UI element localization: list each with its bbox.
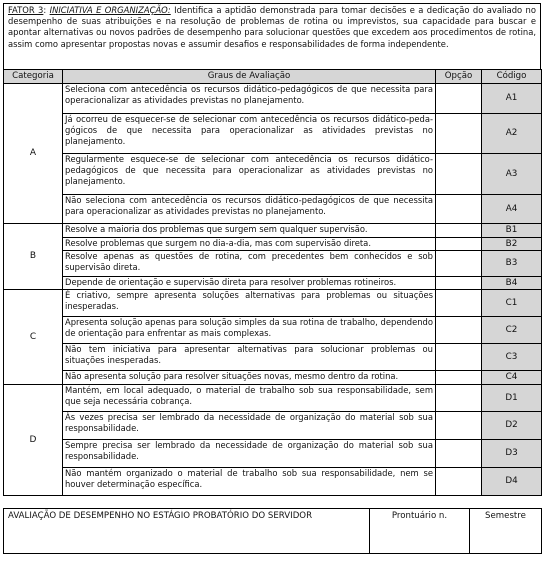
code-cell: C2: [482, 317, 542, 344]
code-cell: C1: [482, 290, 542, 317]
fator-label: FATOR 3: [8, 5, 44, 15]
grade-description: Depende de orientação e supervisão direta para resolver problemas rotineiros.: [63, 277, 436, 290]
code-cell: A2: [482, 114, 542, 154]
code-cell: A1: [482, 84, 542, 114]
grade-description: Seleciona com antecedência os recursos didático-pedagógicos de que necessita para operacionalizar as atividades previstas no planejamento.: [63, 84, 436, 114]
table-row: [4, 371, 542, 385]
category-cell: A: [4, 84, 63, 224]
code-cell: A4: [482, 195, 542, 224]
table-row: [4, 154, 542, 195]
table-row: [4, 84, 542, 114]
table-row: [4, 238, 542, 251]
footer-table: [3, 508, 542, 554]
prontuario-field[interactable]: Prontuário n.: [370, 509, 470, 554]
code-cell: B3: [482, 251, 542, 277]
grade-description: É criativo, sempre apresenta soluções alternativas para problemas ou situações inesperadas.: [63, 290, 436, 317]
option-cell[interactable]: [436, 114, 482, 154]
grade-description: Não mantém organizado o material de trabalho sob sua responsabilidade, nem se houver determinação específica.: [63, 468, 436, 496]
code-cell: C4: [482, 371, 542, 385]
header-graus: Graus de Avaliação: [63, 70, 436, 84]
grade-description: Resolve apenas as questões de rotina, com precedentes bem conhecidos e sob supervisão direta.: [63, 251, 436, 277]
evaluation-page: [3, 3, 541, 554]
code-cell: D2: [482, 412, 542, 440]
code-cell: C3: [482, 344, 542, 371]
grade-description: Não apresenta solução para resolver situações novas, mesmo dentro da rotina.: [63, 371, 436, 385]
fator-title: INICIATIVA E ORGANIZAÇÃO:: [49, 5, 171, 15]
table-row: [4, 224, 542, 238]
code-cell: B4: [482, 277, 542, 290]
semestre-field[interactable]: Semestre: [470, 509, 542, 554]
evaluation-table: [3, 69, 542, 496]
option-cell[interactable]: [436, 277, 482, 290]
code-cell: D3: [482, 440, 542, 468]
grade-description: Resolve problemas que surgem no dia-a-dia, mas com supervisão direta.: [63, 238, 436, 251]
grade-description: Mantém, em local adequado, o material de trabalho sob sua responsabilidade, sem que seja necessária cobrança.: [63, 385, 436, 412]
table-row: [4, 195, 542, 224]
category-cell: C: [4, 290, 63, 385]
option-cell[interactable]: [436, 251, 482, 277]
grade-description: Já ocorreu de esquecer-se de selecionar com antecedência os recursos didático-peda-gógicos de que necessita para operacionalizar as atividades previstas no planejamento.: [63, 114, 436, 154]
grade-description: Às vezes precisa ser lembrado da necessidade de organização do material sob sua responsabilidade.: [63, 412, 436, 440]
table-row: [4, 290, 542, 317]
header-row: [4, 70, 542, 84]
table-row: [4, 251, 542, 277]
code-cell: D4: [482, 468, 542, 496]
grade-description: Regularmente esquece-se de selecionar com antecedência os recursos didático-pedagógicos de que necessita para operacionalizar as atividades previstas no planejamento.: [63, 154, 436, 195]
header-opcao: Opção: [436, 70, 482, 84]
table-row: [4, 114, 542, 154]
option-cell[interactable]: [436, 195, 482, 224]
fator-text: Identifica a aptidão demonstrada para tomar decisões e a dedicação do avaliado no desempenho de suas atribuições e na resolução de problemas de rotina ou imprevistos, sua capacidade para buscar e apontar alternativas ou novos padrões de desempenho para solucionar questões que excedem aos procedimentos de rotina, assim como apresentar propostas novas e assumir desafios e responsabilidades de forma independente.: [8, 5, 536, 49]
code-cell: A3: [482, 154, 542, 195]
code-cell: B1: [482, 224, 542, 238]
grade-description: Não seleciona com antecedência os recursos didático-pedagógicos de que necessita para operacionalizar as atividades previstas no planejamento.: [63, 195, 436, 224]
grade-description: Sempre precisa ser lembrado da necessidade de organização do material sob sua responsabilidade.: [63, 440, 436, 468]
fator-description: FATOR 3: INICIATIVA E ORGANIZAÇÃO: Identifica a aptidão demonstrada para tomar decisões e a dedicação do avaliado no desempenho de suas atribuições e na resolução de problemas de rotina ou imprevistos, sua capacidade para buscar e apontar alternativas ou novos padrões de desempenho para solucionar questões que excedem aos procedimentos de rotina, assim como apresentar propostas novas e assumir desafios e responsabilidades de forma independente.: [3, 3, 541, 69]
code-cell: D1: [482, 385, 542, 412]
option-cell[interactable]: [436, 238, 482, 251]
option-cell[interactable]: [436, 317, 482, 344]
table-row: [4, 385, 542, 412]
category-cell: D: [4, 385, 63, 496]
option-cell[interactable]: [436, 154, 482, 195]
header-codigo: Código: [482, 70, 542, 84]
grade-description: Resolve a maioria dos problemas que surgem sem qualquer supervisão.: [63, 224, 436, 238]
grade-description: Não tem iniciativa para apresentar alternativas para solucionar problemas ou situações inesperadas.: [63, 344, 436, 371]
code-cell: B2: [482, 238, 542, 251]
option-cell[interactable]: [436, 468, 482, 496]
option-cell[interactable]: [436, 371, 482, 385]
table-row: [4, 277, 542, 290]
table-row: [4, 440, 542, 468]
table-row: [4, 344, 542, 371]
section-gap: [3, 496, 541, 508]
option-cell[interactable]: [436, 412, 482, 440]
option-cell[interactable]: [436, 344, 482, 371]
option-cell[interactable]: [436, 290, 482, 317]
option-cell[interactable]: [436, 84, 482, 114]
header-categoria: Categoria: [4, 70, 63, 84]
footer-title: AVALIAÇÃO DE DESEMPENHO NO ESTÁGIO PROBATÓRIO DO SERVIDOR: [4, 509, 370, 554]
table-row: [4, 468, 542, 496]
option-cell[interactable]: [436, 224, 482, 238]
option-cell[interactable]: [436, 385, 482, 412]
option-cell[interactable]: [436, 440, 482, 468]
grade-description: Apresenta solução apenas para solução simples da sua rotina de trabalho, dependendo de orientação para enfrentar as mais complexas.: [63, 317, 436, 344]
table-row: [4, 412, 542, 440]
category-cell: B: [4, 224, 63, 290]
table-row: [4, 317, 542, 344]
